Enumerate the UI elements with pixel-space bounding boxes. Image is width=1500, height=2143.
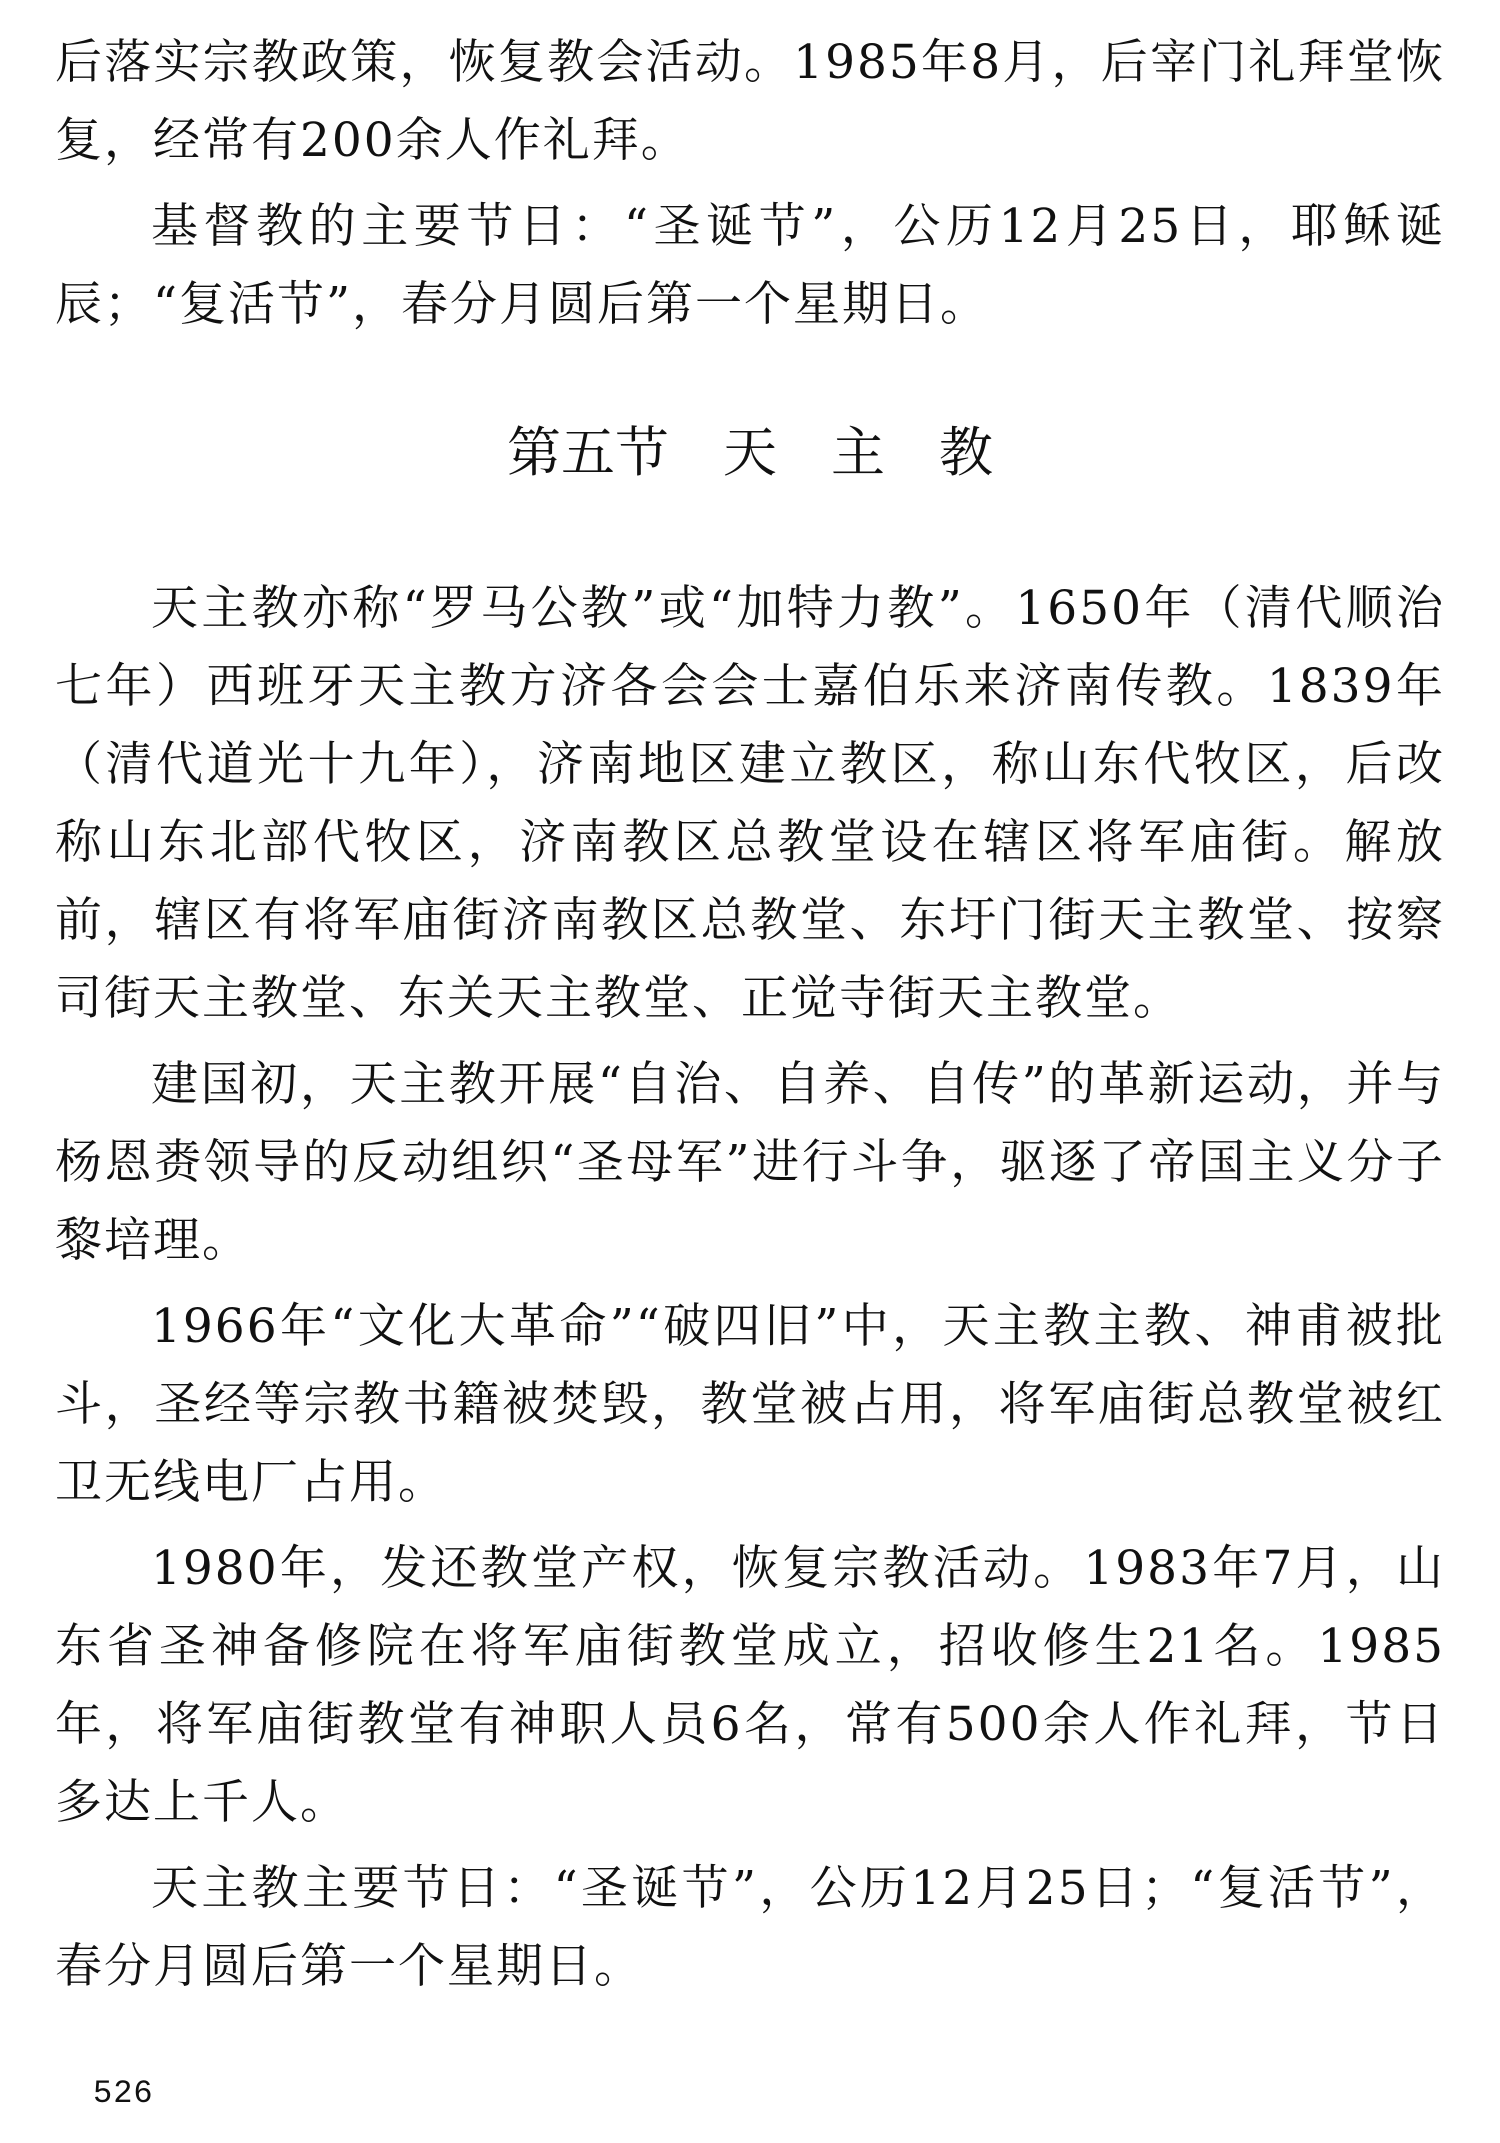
paragraph-cultural-revolution: 1966年“文化大革命”“破四旧”中，天主教主教、神甫被批斗，圣经等宗教书籍被焚毁，教堂被占用，将军庙街总教堂被红卫无线电厂占用。 — [55, 1299, 1445, 1510]
paragraph-catholic-history: 天主教亦称“罗马公教”或“加特力教”。1650年（清代顺治七年）西班牙天主教方济各会会士嘉伯乐来济南传教。1839年（清代道光十九年），济南地区建立教区，称山东代牧区，后改称山东北部代牧区，济南教区总教堂设在辖区将军庙街。解放前，辖区有将军庙街济南教区总教堂、东圩门街天主教堂、按察司街天主教堂、东关天主教堂、正觉寺街天主教堂。 — [55, 581, 1445, 1026]
continued-text-block — [55, 24, 1445, 344]
paragraph-protestant-holidays: 基督教的主要节日：“圣诞节”，公历12月25日，耶稣诞辰；“复活节”，春分月圆后第一个星期日。 — [55, 199, 1445, 332]
catholicism-section-body — [55, 570, 1445, 2006]
paragraph-catholic-holidays: 天主教主要节日：“圣诞节”，公历12月25日；“复活节”，春分月圆后第一个星期日。 — [55, 1861, 1445, 1994]
section-title: 第五节 天 主 教 — [507, 421, 993, 484]
paragraph-restoration: 1980年，发还教堂产权，恢复宗教活动。1983年7月，山东省圣神备修院在将军庙街教堂成立，招收修生21名。1985年，将军庙街教堂有神职人员6名，常有500余人作礼拜，节日多达上千人。 — [55, 1541, 1445, 1830]
paragraph-reform-movement: 建国初，天主教开展“自治、自养、自传”的革新运动，并与杨恩赉领导的反动组织“圣母军”进行斗争，驱逐了帝国主义分子黎培理。 — [55, 1057, 1445, 1268]
paragraph-protestant-revival: 后落实宗教政策，恢复教会活动。1985年8月，后宰门礼拜堂恢复，经常有200余人作礼拜。 — [55, 35, 1445, 168]
page-number: 526 — [93, 2075, 154, 2112]
